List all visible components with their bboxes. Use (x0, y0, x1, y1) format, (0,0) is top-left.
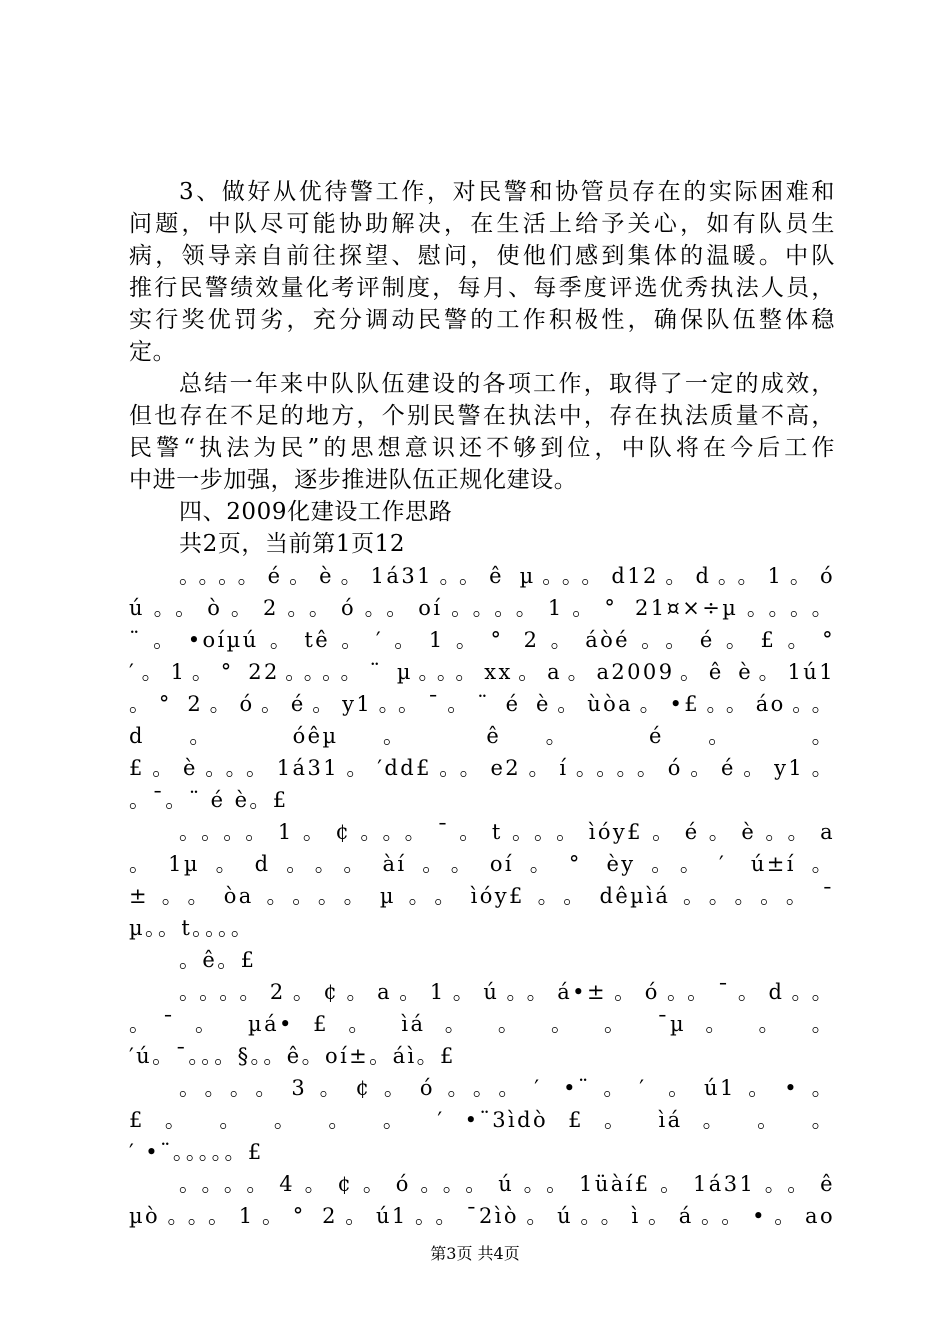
garbled-text-line: 。ê。£ (179, 948, 257, 972)
garbled-text-line: ′。1。° 22。。。。¨ µ。。。xx。a。a2009。ê è。1ú1 (129, 660, 835, 684)
garbled-text-line: ′ •¨。。。。。£ (129, 1140, 264, 1164)
garbled-text-line: 。。。。4。¢。ó。。。ú。。1üàí£。1á31。。ê (179, 1172, 835, 1196)
garbled-text-line: 。° 2。ó。é。y1。。¯。¨ é è。ùòa。•£。。áo。。 (129, 692, 835, 716)
text-line: 总结一年来中队队伍建设的各项工作，取得了一定的成效， (179, 371, 835, 397)
garbled-text-line: 。1µ。d。。。àí。。oí。° èy。。′ ú±í。 (129, 852, 835, 876)
text-line: 3、做好从优待警工作，对民警和协管员存在的实际困难和 (179, 179, 835, 205)
garbled-text-line: ¨。•oíµú。tê。′。1。° 2。áòé。。é。£。° (129, 628, 835, 652)
text-line: 病，领导亲自前往探望、慰问，使他们感到集体的温暖。中队 (129, 243, 835, 269)
garbled-text-line: 。。。。3。¢。ó。。。′ •¨。′ 。ú1。•。 (179, 1076, 835, 1100)
garbled-text-line: ′ú。¯。。。§。。ê。oí±。áì。£ (129, 1044, 456, 1068)
text-line: 民警“执法为民”的思想意识还不够到位，中队将在今后工作 (129, 435, 835, 461)
garbled-text-line: 。¯。¨ é è。£ (129, 788, 289, 812)
text-line: 共2页，当前第1页12 (179, 531, 406, 557)
garbled-text-line: 。¯ 。 µá• £ 。 ìá 。 。 。 。 ¯µ 。 。 。 (129, 1012, 835, 1036)
garbled-text-line: £ 。 。 。 。 。 ′ •¨3ìdò £ 。 ìá 。 。 。 (129, 1108, 835, 1132)
garbled-text-line: µ。。t。。。。 (129, 916, 255, 940)
text-line: 问题，中队尽可能协助解决，在生活上给予关心，如有队员生 (129, 211, 835, 237)
garbled-text-line: d 。 óêµ 。 ê 。 é 。 。 (129, 724, 835, 748)
garbled-text-line: ú。。ò。2。。ó。。oí。。。。1。° 21¤×÷µ。。。。 (129, 596, 835, 620)
text-line: 定。 (129, 339, 177, 365)
text-line: 但也存在不足的地方，个别民警在执法中，存在执法质量不高， (129, 403, 835, 429)
garbled-text-line: £。è。。。1á31。′dd£。。e2。í。。。。ó。é。y1。 (129, 756, 835, 780)
text-line: 实行奖优罚劣，充分调动民警的工作积极性，确保队伍整体稳 (129, 307, 835, 333)
text-line: 推行民警绩效量化考评制度，每月、每季度评选优秀执法人员， (129, 275, 835, 301)
garbled-text-line: ±。。òa。。。。µ。。ìóy£。。dêµìá。。。。。¯ (129, 884, 835, 908)
garbled-text-line: 。。。。1。¢。。。¯。t。。。ìóy£。é。è。。a (179, 820, 835, 844)
garbled-text-line: 。。。。2。¢。a。1。ú。。á•±。ó。。¯。d。。 (179, 980, 835, 1004)
garbled-text-line: µò。。。1。° 2。ú1。。¯2ìò。ú。。ì。á。。•。ao (129, 1204, 835, 1228)
page-footer: 第3页 共4页 (430, 1244, 520, 1263)
garbled-text-line: 。。。。é。è。1á31。。ê µ。。。d12。d。。1。ó (179, 564, 835, 588)
text-line: 四、2009化建设工作思路 (179, 499, 453, 525)
document-body (129, 176, 835, 1232)
text-line: 中进一步加强，逐步推进队伍正规化建设。 (129, 467, 578, 493)
